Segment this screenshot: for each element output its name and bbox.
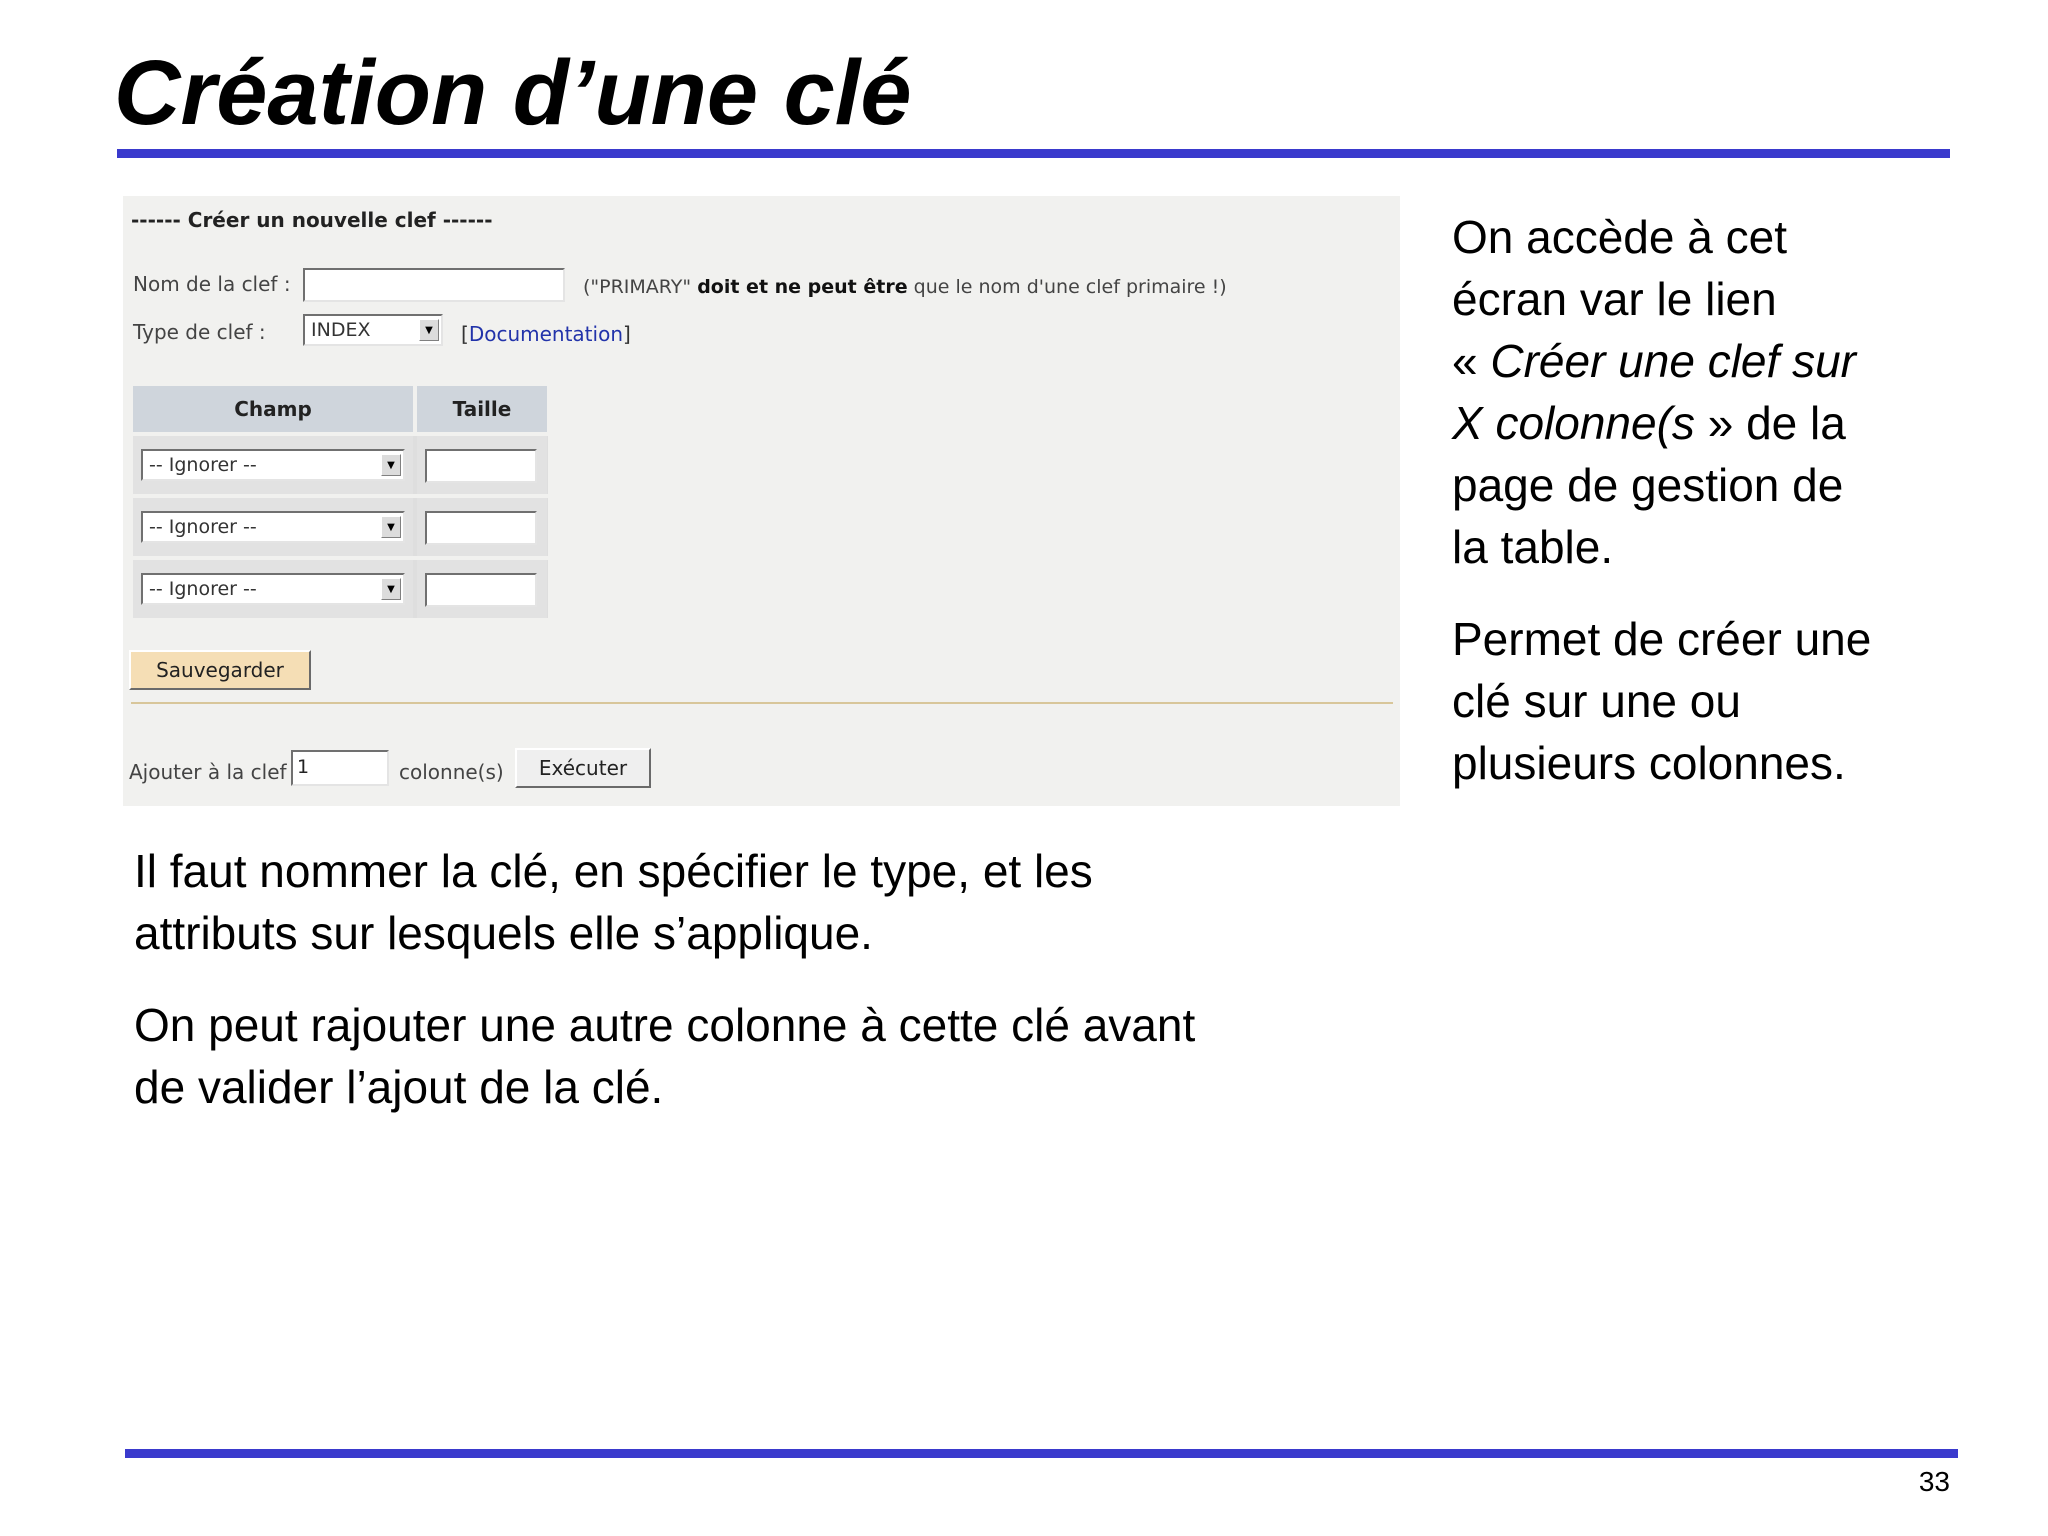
create-key-panel [123,196,1400,806]
columns-label: colonne(s) [399,760,504,784]
doc-bracket-close: ] [623,322,631,346]
text-line: On peut rajouter une autre colonne à cette clé avant [134,999,1196,1051]
header-champ: Champ [133,386,413,432]
text-line: écran var le lien [1452,273,1777,325]
save-button[interactable]: Sauvegarder [129,650,311,690]
table-row [133,560,548,618]
table-row [133,436,548,494]
page-number: 33 [1918,1466,1950,1497]
panel-divider [131,702,1393,704]
text-line [1452,330,1856,392]
field-select-value: -- Ignorer -- [149,454,257,476]
text-line: la table. [1452,521,1614,573]
size-input[interactable] [425,573,537,607]
add-to-key-label: Ajouter à la clef [129,760,287,784]
chevron-down-icon[interactable]: ▼ [381,454,401,476]
table-row [133,498,548,556]
link-reference-cont: X colonne(s [1452,397,1695,449]
field-select-value: -- Ignorer -- [149,578,257,600]
right-paragraph-2 [1452,608,1871,794]
right-paragraph-1 [1452,206,1856,578]
text-line: de valider l’ajout de la clé. [134,1061,664,1113]
primary-hint-suffix: que le nom d'une clef primaire !) [907,276,1227,298]
bottom-paragraph-2 [134,994,1195,1118]
field-select[interactable] [141,511,405,543]
field-select[interactable] [141,449,405,481]
key-name-input[interactable] [303,268,565,302]
documentation-link-text[interactable]: Documentation [468,322,623,346]
text-line [1452,392,1856,454]
text-line: clé sur une ou [1452,675,1741,727]
panel-legend: ------ Créer un nouvelle clef ------ [131,208,493,232]
key-type-select[interactable] [303,314,443,346]
text-line: On accède à cet [1452,211,1787,263]
chevron-down-icon[interactable]: ▼ [381,578,401,600]
key-name-label: Nom de la clef : [133,272,291,296]
documentation-link[interactable] [461,322,631,346]
header-taille: Taille [417,386,547,432]
text-line: attributs sur lesquels elle s’applique. [134,907,873,959]
quote-open: « [1452,335,1491,387]
primary-hint-bold: doit et ne peut être [697,276,908,298]
size-input[interactable] [425,449,537,483]
add-columns-input[interactable]: 1 [291,750,389,786]
chevron-down-icon[interactable]: ▼ [419,319,439,341]
key-type-value: INDEX [311,319,371,341]
text-line: page de gestion de [1452,459,1844,511]
text-line: Il faut nommer la clé, en spécifier le type, et les [134,845,1093,897]
field-select-value: -- Ignorer -- [149,516,257,538]
field-select[interactable] [141,573,405,605]
text-line: Permet de créer une [1452,613,1872,665]
primary-hint-prefix: ("PRIMARY" [583,276,698,298]
doc-bracket-open: [ [461,322,469,346]
quote-close: » de la [1694,397,1846,449]
slide-title: Création d’une clé [114,42,912,144]
footer-divider [125,1449,1958,1458]
link-reference: Créer une clef sur [1490,335,1856,387]
title-divider [117,149,1950,158]
chevron-down-icon[interactable]: ▼ [381,516,401,538]
size-input[interactable] [425,511,537,545]
execute-button[interactable]: Exécuter [515,748,651,788]
primary-hint [583,276,1227,298]
text-line: plusieurs colonnes. [1452,737,1846,789]
bottom-paragraph-1 [134,840,1093,964]
key-type-label: Type de clef : [133,320,266,344]
